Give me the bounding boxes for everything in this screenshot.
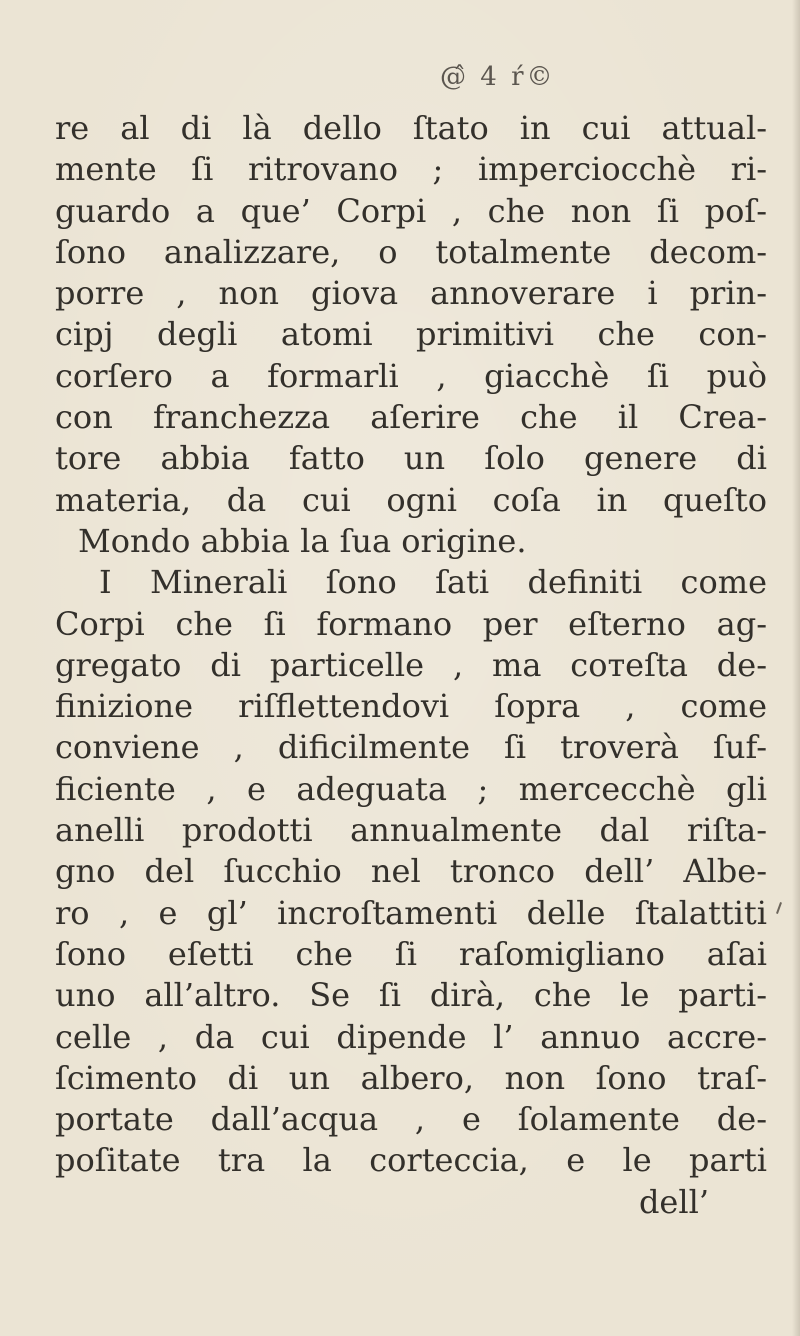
page-header-mark: @̂ 4 ŕ© (440, 62, 556, 92)
text-line: anelli prodotti annualmente dal riſta- (55, 811, 767, 850)
stray-ink-mark (776, 902, 782, 914)
paragraph-end-line: Mondo abbia la ſua origine. (78, 521, 527, 560)
text-line: tore abbia fatto un ſolo genere di (55, 439, 767, 478)
text-line: materia, da cui ogni coſa in queſto (55, 480, 767, 519)
page-body-text (55, 108, 767, 1223)
text-line: con franchezza aſerire che il Crea- (55, 398, 767, 437)
text-line: uno all’altro. Se ſi dirà, che le parti- (55, 976, 767, 1015)
catchword: dell’ (638, 1182, 709, 1221)
text-line: gno del ſucchio nel tronco dell’ Albe- (55, 852, 767, 891)
text-line: gregato di particelle , ma coтеſta de- (55, 645, 767, 684)
text-line: guardo a que’ Corpi , che non ſi poſ- (55, 191, 767, 230)
text-line: Corpi che ſi formano per eſterno ag- (55, 604, 767, 643)
paragraph-start-line: I Minerali ſono ſati definiti come (99, 563, 767, 602)
page-edge-shadow (792, 0, 800, 1336)
text-line: finizione riſflettendovi ſopra , come (55, 687, 767, 726)
text-line: ſono analizzare, o totalmente decom- (55, 232, 767, 271)
text-line: poſitate tra la corteccia, e le parti (55, 1141, 767, 1180)
text-line: cipj degli atomi primitivi che con- (55, 315, 767, 354)
text-line: mente ſi ritrovano ; imperciocchè ri- (55, 150, 767, 189)
text-line: ſono eſetti che ſi raſomigliano aſai (55, 934, 767, 973)
text-line: portate dall’acqua , e ſolamente de- (55, 1100, 767, 1139)
text-line: ro , e gl’ incroſtamenti delle ſtalattiti (55, 893, 767, 932)
text-line: conviene , dificilmente ſi troverà ſuf- (55, 728, 767, 767)
text-line: porre , non giova annoverare i prin- (55, 274, 767, 313)
text-line: celle , da cui dipende l’ annuo accre- (55, 1017, 767, 1056)
text-line: ſcimento di un albero, non ſono traſ- (55, 1058, 767, 1097)
text-line: ficiente , e adeguata ; mercecchè gli (55, 769, 767, 808)
text-line: re al di là dello ſtato in cui attual- (55, 109, 767, 147)
text-line: corſero a formarli , giacchè ſi può (55, 356, 767, 395)
